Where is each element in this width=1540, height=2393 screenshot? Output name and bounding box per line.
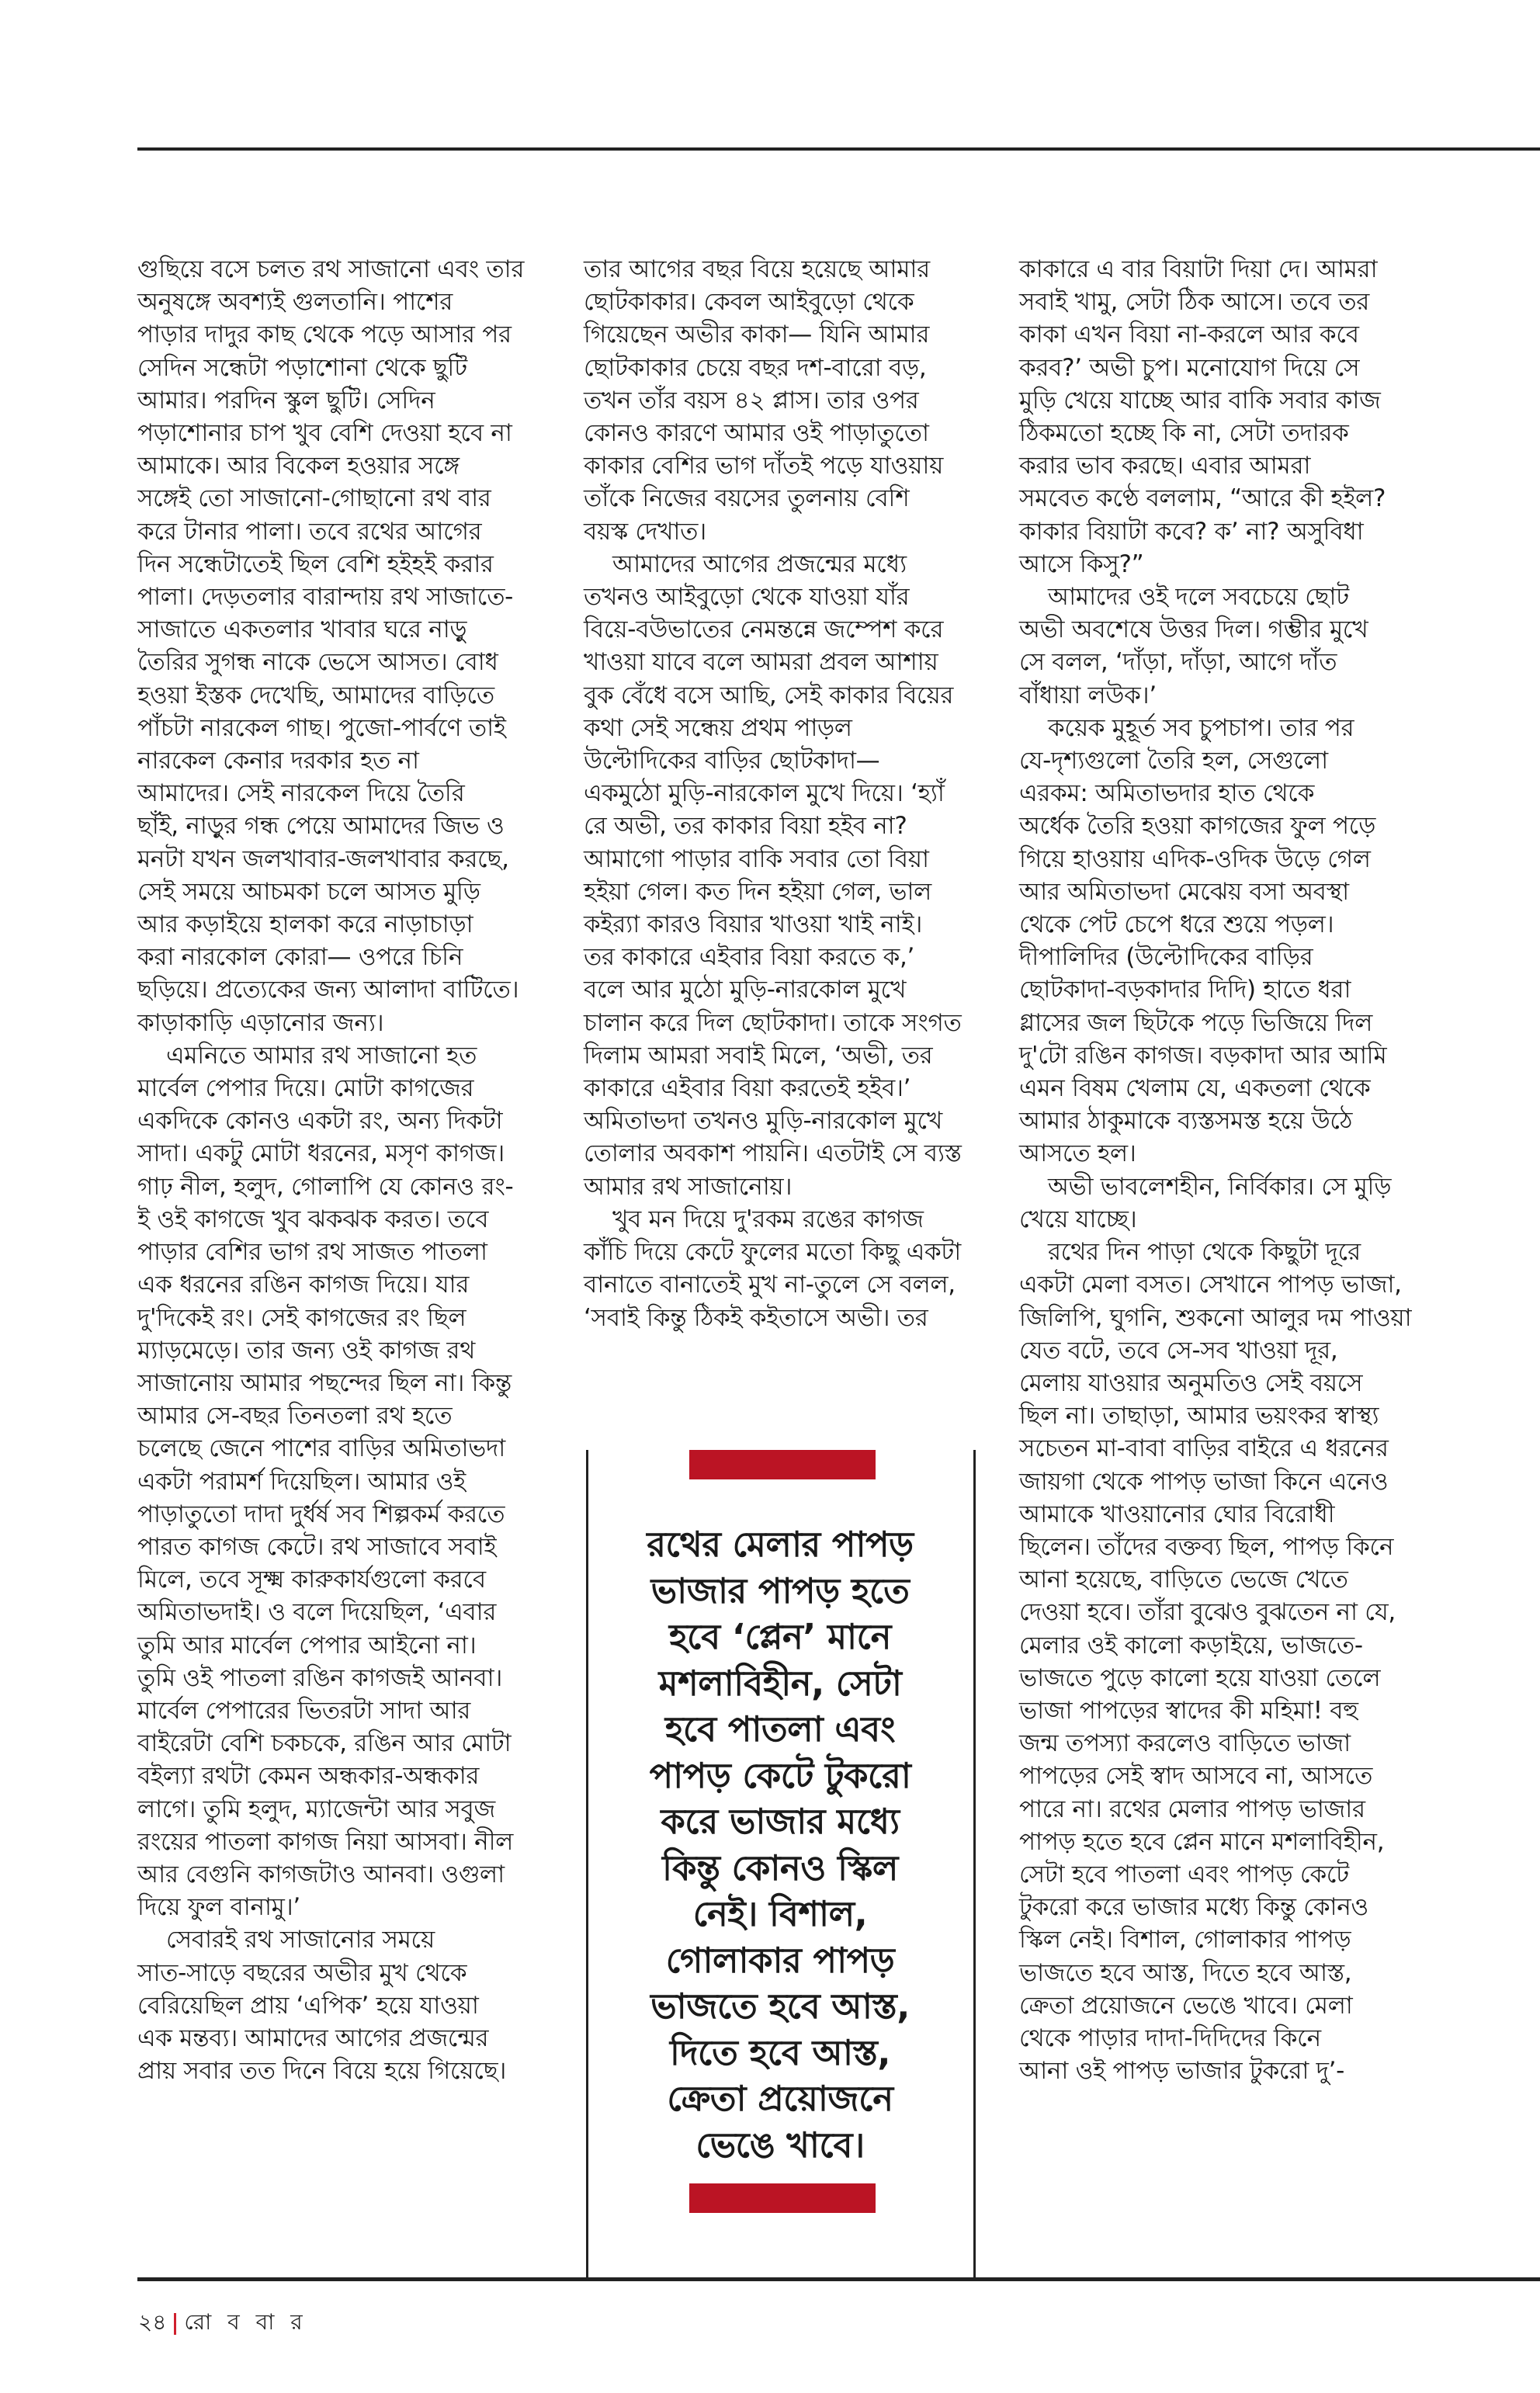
text-line: মনটা যখন জলখাবার-জলখাবার করছে,	[137, 844, 509, 873]
text-line: একটা পরামর্শ দিয়েছিল। আমার ওই	[137, 1467, 466, 1496]
text-line: কাকার বেশির ভাগ দাঁতই পড়ে যাওয়ায়	[584, 452, 944, 480]
text-line: অমিতাভদাই। ও বলে দিয়েছিল, ‘এবার	[137, 1598, 497, 1627]
text-line: আমার। পরদিন স্কুল ছুটি। সেদিন	[137, 386, 435, 414]
text-line: দু'টো রঙিন কাগজ। বড়কাদা আর আমি	[1019, 1041, 1387, 1070]
text-line: মেলার ওই কালো কড়াইয়ে, ভাজতে-	[1019, 1631, 1363, 1659]
pullquote-line: পাপড় কেটে টুকরো	[649, 1754, 911, 1796]
pullquote-line: রথের মেলার পাপড়	[647, 1524, 914, 1565]
text-line: পাপড় হতে হবে প্লেন মানে মশলাবিহীন,	[1019, 1827, 1385, 1856]
text-line: এক ধরনের রঙিন কাগজ দিয়ে। যার	[137, 1271, 470, 1299]
text-line: হওয়া ইস্তক দেখেছি, আমাদের বাড়িতে	[137, 681, 494, 709]
text-line: চালান করে দিল ছোটকাদা। তাকে সংগত	[584, 1008, 962, 1037]
pullquote-line: হবে ‘প্লেন’ মানে	[668, 1616, 892, 1657]
text-line: আনা ওই পাপড় ভাজার টুকরো দু’-	[1019, 2057, 1345, 2086]
text-line: বাঁধায়া লউক।’	[1019, 681, 1157, 709]
text-line: তার আগের বছর বিয়ে হয়েছে আমার	[584, 255, 930, 283]
text-line: পাঁচটা নারকেল গাছ। পুজো-পার্বণে তাই	[137, 713, 506, 742]
text-line: কাকারে এইবার বিয়া করতেই হইব।’	[584, 1074, 911, 1103]
text-line: অভী অবশেষে উত্তর দিল। গম্ভীর মুখে	[1019, 616, 1368, 644]
text-line: হইয়া গেল। কত দিন হইয়া গেল, ভাল	[584, 877, 931, 906]
pullquote-line: ভেঙে খাবে।	[695, 2124, 865, 2166]
text-line: ই ওই কাগজে খুব ঝকঝক করত। তবে	[137, 1205, 489, 1233]
text-line: থেকে পাড়ার দাদা-দিদিদের কিনে	[1019, 2024, 1321, 2052]
text-line: আমাদের। সেই নারকেল দিয়ে তৈরি	[137, 779, 465, 808]
text-line: এরকম: অমিতাভদার হাত থেকে	[1019, 779, 1315, 808]
text-line: দিন সন্ধেটাতেই ছিল বেশি হইহই করার	[137, 550, 494, 578]
text-line: তৈরির সুগন্ধ নাকে ভেসে আসত। বোধ	[137, 648, 498, 677]
text-line: ছড়িয়ে। প্রত্যেকের জন্য আলাদা বাটিতে।	[137, 976, 519, 1004]
text-line: সে বলল, ‘দাঁড়া, দাঁড়া, আগে দাঁত	[1019, 648, 1337, 677]
text-line: তোলার অবকাশ পায়নি। এতটাই সে ব্যস্ত	[584, 1139, 962, 1168]
text-line: তাঁকে নিজের বয়সের তুলনায় বেশি	[584, 484, 910, 513]
text-line: ছোটকাকার। কেবল আইবুড়ো থেকে	[584, 288, 914, 317]
article-column-1	[137, 253, 549, 2087]
text-line: কোনও কারণে আমার ওই পাড়াতুতো	[584, 419, 929, 448]
text-line: কয়েক মুহূর্ত সব চুপচাপ। তার পর	[1048, 713, 1354, 742]
text-line: তুমি ওই পাতলা রঙিন কাগজই আনবা।	[137, 1663, 503, 1692]
text-line: পাড়ার দাদুর কাছ থেকে পড়ে আসার পর	[137, 321, 512, 349]
text-line: একমুঠো মুড়ি-নারকোল মুখে দিয়ে। ‘হ্যাঁ	[584, 779, 945, 808]
text-line: দীপালিদির (উল্টোদিকের বাড়ির	[1019, 943, 1313, 972]
text-line: আমাদের আগের প্রজন্মের মধ্যে	[612, 550, 907, 578]
text-line: দু'দিকেই রং। সেই কাগজের রং ছিল	[137, 1303, 467, 1332]
pullquote-bottom-bar	[689, 2183, 876, 2213]
bottom-rule	[137, 2277, 1540, 2281]
text-line: আনা হয়েছে, বাড়িতে ভেজে খেতে	[1019, 1566, 1348, 1594]
text-line: অর্ধেক তৈরি হওয়া কাগজের ফুল পড়ে	[1019, 812, 1376, 841]
page-footer	[138, 2305, 307, 2342]
pullquote-right-divider	[973, 1450, 976, 2279]
text-line: সেটা হবে পাতলা এবং পাপড় কেটে	[1019, 1860, 1349, 1888]
text-line: আমাকে খাওয়ানোর ঘোর বিরোধী	[1019, 1500, 1335, 1528]
article-column-2	[584, 253, 964, 1334]
text-line: কথা সেই সন্ধেয় প্রথম পাড়ল	[584, 713, 852, 742]
text-line: ভাজা পাপড়ের স্বাদের কী মহিমা! বহু	[1019, 1696, 1358, 1725]
text-line: গিয়েছেন অভীর কাকা— যিনি আমার	[584, 321, 930, 349]
text-line: সেবারই রথ সাজানোর সময়ে	[166, 1926, 435, 1954]
text-line: ঠিকমতো হচ্ছে কি না, সেটা তদারক	[1019, 419, 1349, 448]
text-line: দিলাম আমরা সবাই মিলে, ‘অভী, তর	[584, 1041, 933, 1070]
text-line: জিলিপি, ঘুগনি, শুকনো আলুর দম পাওয়া	[1019, 1303, 1412, 1332]
text-line: পারে না। রথের মেলার পাপড় ভাজার	[1019, 1795, 1365, 1823]
text-line: টুকরো করে ভাজার মধ্যে কিন্তু কোনও	[1019, 1893, 1368, 1922]
text-line: কাড়াকাড়ি এড়ানোর জন্য।	[137, 1008, 384, 1037]
text-line: অনুষঙ্গে অবশ্যই গুলতানি। পাশের	[137, 288, 453, 317]
text-line: লাগে। তুমি হলুদ, ম্যাজেন্টা আর সবুজ	[137, 1795, 495, 1823]
top-rule	[137, 147, 1540, 151]
text-line: পাড়াতুতো দাদা দুর্ধর্ষ সব শিল্পকর্ম করতে	[137, 1500, 505, 1528]
text-line: আমার সে-বছর তিনতলা রথ হতে	[137, 1402, 453, 1431]
text-line: বয়স্ক দেখাত।	[584, 517, 706, 546]
pullquote-line: ভাজতে হবে আস্ত,	[650, 1985, 910, 2027]
text-line: ভাজতে পুড়ে কালো হয়ে যাওয়া তেলে	[1019, 1663, 1381, 1692]
pullquote-line: মশলাবিহীন, সেটা	[658, 1662, 902, 1704]
text-line: গাঢ় নীল, হলুদ, গোলাপি যে কোনও রং-	[137, 1172, 514, 1201]
text-line: খুব মন দিয়ে দু'রকম রঙের কাগজ	[612, 1205, 924, 1233]
text-line: গিয়ে হাওয়ায় এদিক-ওদিক উড়ে গেল	[1019, 844, 1371, 873]
text-line: সাজাতে একতলার খাবার ঘরে নাড়ু	[137, 616, 467, 644]
text-line: এমন বিষম খেলাম যে, একতলা থেকে	[1019, 1074, 1371, 1103]
text-line: খাওয়া যাবে বলে আমরা প্রবল আশায়	[584, 648, 938, 677]
page-number: ২৪	[138, 2309, 167, 2335]
text-line: স্কিল নেই। বিশাল, গোলাকার পাপড়	[1019, 1926, 1351, 1954]
text-line: সাদা। একটু মোটা ধরনের, মসৃণ কাগজ।	[137, 1139, 505, 1168]
text-line: একদিকে কোনও একটা রং, অন্য দিকটা	[137, 1107, 503, 1136]
text-line: করব?’ অভী চুপ। মনোযোগ দিয়ে সে	[1019, 353, 1360, 382]
text-line: ছোটকাকার চেয়ে বছর দশ-বারো বড়,	[584, 353, 927, 382]
text-line: ছিলেন। তাঁদের বক্তব্য ছিল, পাপড় কিনে	[1019, 1532, 1394, 1561]
text-line: এক মন্তব্য। আমাদের আগের প্রজন্মের	[137, 2024, 489, 2052]
pullquote-line: করে ভাজার মধ্যে	[661, 1801, 900, 1842]
pullquote-line: নেই। বিশাল,	[692, 1893, 868, 1934]
text-line: করা নারকোল কোরা— ওপরে চিনি	[137, 943, 463, 972]
pullquote-line: দিতে হবে আস্ত,	[670, 2031, 890, 2073]
pullquote-line: ক্রেতা প্রয়োজনে	[667, 2078, 893, 2119]
text-line: মার্বেল পেপারের ভিতরটা সাদা আর	[137, 1696, 471, 1725]
text-line: পাপড়ের সেই স্বাদ আসবে না, আসতে	[1019, 1762, 1373, 1791]
pullquote-left-divider	[586, 1450, 588, 2279]
text-line: আমার রথ সাজানোয়।	[584, 1172, 793, 1201]
text-line: পাড়ার বেশির ভাগ রথ সাজত পাতলা	[137, 1238, 487, 1267]
text-line: সেই সময়ে আচমকা চলে আসত মুড়ি	[137, 877, 480, 906]
text-line: খেয়ে যাচ্ছে।	[1019, 1205, 1137, 1233]
text-line: আর কড়াইয়ে হালকা করে নাড়াচাড়া	[137, 910, 473, 939]
text-line: আর অমিতাভদা মেঝেয় বসা অবস্থা	[1019, 877, 1349, 906]
text-line: সমবেত কণ্ঠে বললাম, “আরে কী হইল?	[1019, 484, 1386, 513]
text-line: কাকা এখন বিয়া না-করলে আর কবে	[1019, 321, 1359, 349]
text-line: বলে আর মুঠো মুড়ি-নারকোল মুখে	[584, 976, 907, 1004]
text-line: জন্ম তপস্যা করলেও বাড়িতে ভাজা	[1019, 1729, 1351, 1758]
text-line: ছাঁই, নাড়ুর গন্ধ পেয়ে আমাদের জিভ ও	[137, 812, 505, 841]
text-line: দিয়ে ফুল বানামু।’	[137, 1893, 300, 1922]
text-line: এমনিতে আমার রথ সাজানো হত	[166, 1041, 477, 1070]
text-line: একটা মেলা বসত। সেখানে পাপড় ভাজা,	[1019, 1271, 1402, 1299]
text-line: নারকেল কেনার দরকার হত না	[137, 747, 419, 775]
text-line: আমাদের ওই দলে সবচেয়ে ছোট	[1048, 583, 1349, 612]
text-line: আমাগো পাড়ার বাকি সবার তো বিয়া	[584, 844, 929, 873]
text-line: উল্টোদিকের বাড়ির ছোটকাদা—	[584, 747, 880, 775]
text-line: রথের দিন পাড়া থেকে কিছুটা দূরে	[1048, 1238, 1361, 1267]
text-line: মার্বেল পেপার দিয়ে। মোটা কাগজের	[137, 1074, 474, 1103]
text-line: থেকে পেট চেপে ধরে শুয়ে পড়ল।	[1019, 910, 1334, 939]
text-line: ক্রেতা প্রয়োজনে ভেঙে খাবে। মেলা	[1019, 1991, 1353, 2020]
magazine-name: রো ব বা র	[184, 2309, 307, 2335]
text-line: ভাজতে হবে আস্ত, দিতে হবে আস্ত,	[1019, 1958, 1352, 1987]
text-line: বেরিয়েছিল প্রায় ‘এপিক’ হয়ে যাওয়া	[137, 1991, 479, 2020]
text-line: কাকারে এ বার বিয়াটা দিয়া দে। আমরা	[1019, 255, 1378, 283]
text-line: বুক বেঁধে বসে আছি, সেই কাকার বিয়ের	[584, 681, 954, 709]
text-line: অমিতাভদা তখনও মুড়ি-নারকোল মুখে	[584, 1107, 942, 1136]
text-line: প্রায় সবার তত দিনে বিয়ে হয়ে গিয়েছে।	[137, 2057, 507, 2086]
text-line: কইর‍্যা কারও বিয়ার খাওয়া খাই নাই।	[584, 910, 923, 939]
text-line: রংয়ের পাতলা কাগজ নিয়া আসবা। নীল	[137, 1827, 514, 1856]
text-line: চলেছে জেনে পাশের বাড়ির অমিতাভদা	[137, 1434, 505, 1463]
pullquote	[598, 1521, 962, 2168]
text-line: আমার ঠাকুমাকে ব্যস্তসমস্ত হয়ে উঠে	[1019, 1107, 1353, 1136]
text-line: সচেতন মা-বাবা বাড়ির বাইরে এ ধরনের	[1019, 1434, 1389, 1463]
pullquote-top-bar	[689, 1450, 876, 1479]
text-line: কাঁচি দিয়ে কেটে ফুলের মতো কিছু একটা	[584, 1238, 961, 1267]
text-line: গুছিয়ে বসে চলত রথ সাজানো এবং তার	[137, 255, 525, 283]
text-line: ছিল না। তাছাড়া, আমার ভয়ংকর স্বাস্থ্য	[1019, 1402, 1379, 1431]
text-line: তখন তাঁর বয়স ৪২ প্লাস। তার ওপর	[584, 386, 919, 414]
pullquote-line: ভাজার পাপড় হতে	[650, 1569, 910, 1611]
text-line: সাত-সাড়ে বছরের অভীর মুখ থেকে	[137, 1958, 467, 1987]
text-line: ম্যাড়মেড়ে। তার জন্য ওই কাগজ রথ	[137, 1336, 475, 1365]
text-line: ‘সবাই কিন্তু ঠিকই কইতাসে অভী। তর	[584, 1303, 928, 1332]
text-line: মিলে, তবে সূক্ষ্ম কারুকার্যগুলো করবে	[137, 1566, 486, 1594]
text-line: বাইরেটা বেশি চকচকে, রঙিন আর মোটা	[137, 1729, 512, 1758]
text-line: আমাকে। আর বিকেল হওয়ার সঙ্গে	[137, 452, 460, 480]
text-line: সেদিন সন্ধেটা পড়াশোনা থেকে ছুটি	[137, 353, 467, 382]
text-line: জায়গা থেকে পাপড় ভাজা কিনে এনেও	[1019, 1467, 1389, 1496]
text-line: মুড়ি খেয়ে যাচ্ছে আর বাকি সবার কাজ	[1019, 386, 1381, 414]
text-line: বিয়ে-বউভাতের নেমন্তন্নে জম্পেশ করে	[584, 616, 944, 644]
pullquote-line: হবে পাতলা এবং	[664, 1708, 896, 1750]
text-line: আসে কিসু?”	[1019, 550, 1144, 578]
article-column-3	[1019, 253, 1454, 2087]
footer-separator	[174, 2313, 176, 2335]
text-line: আর বেগুনি কাগজটাও আনবা। ওগুলা	[137, 1860, 505, 1888]
text-line: দেওয়া হবে। তাঁরা বুঝেও বুঝতেন না যে,	[1019, 1598, 1396, 1627]
text-line: তুমি আর মার্বেল পেপার আইনো না।	[137, 1631, 477, 1659]
text-line: তখনও আইবুড়ো থেকে যাওয়া যাঁর	[584, 583, 910, 612]
text-line: বানাতে বানাতেই মুখ না-তুলে সে বলল,	[584, 1271, 956, 1299]
pullquote-line: কিন্তু কোনও স্কিল	[662, 1847, 898, 1888]
text-line: অভী ভাবলেশহীন, নির্বিকার। সে মুড়ি	[1048, 1172, 1392, 1201]
text-line: সবাই খামু, সেটা ঠিক আসে। তবে তর	[1019, 288, 1370, 317]
text-line: কাকার বিয়াটা কবে? ক’ না? অসুবিধা	[1019, 517, 1364, 546]
text-line: করার ভাব করছে। এবার আমরা	[1019, 452, 1311, 480]
pullquote-line: গোলাকার পাপড়	[665, 1939, 895, 1981]
text-line: পড়াশোনার চাপ খুব বেশি দেওয়া হবে না	[137, 419, 512, 448]
text-line: তর কাকারে এইবার বিয়া করতে ক,’	[584, 943, 915, 972]
text-line: ছোটকাদা-বড়কাদার দিদি) হাতে ধরা	[1019, 976, 1351, 1004]
text-line: যে-দৃশ্যগুলো তৈরি হল, সেগুলো	[1019, 747, 1328, 775]
text-line: সাজানোয় আমার পছন্দের ছিল না। কিন্তু	[137, 1368, 512, 1397]
text-line: করে টানার পালা। তবে রথের আগের	[137, 517, 482, 546]
text-line: পারত কাগজ কেটে। রথ সাজাবে সবাই	[137, 1532, 497, 1561]
text-line: রে অভী, তর কাকার বিয়া হইব না?	[584, 812, 907, 841]
text-line: সঙ্গেই তো সাজানো-গোছানো রথ বার	[137, 484, 491, 513]
text-line: আসতে হল।	[1019, 1139, 1136, 1168]
text-line: বইল্যা রথটা কেমন অন্ধকার-অন্ধকার	[137, 1762, 480, 1791]
text-line: গ্লাসের জল ছিটকে পড়ে ভিজিয়ে দিল	[1019, 1008, 1373, 1037]
text-line: যেত বটে, তবে সে-সব খাওয়া দূর,	[1019, 1336, 1338, 1365]
text-line: পালা। দেড়তলার বারান্দায় রথ সাজাতে-	[137, 583, 514, 612]
text-line: মেলায় যাওয়ার অনুমতিও সেই বয়সে	[1019, 1368, 1363, 1397]
